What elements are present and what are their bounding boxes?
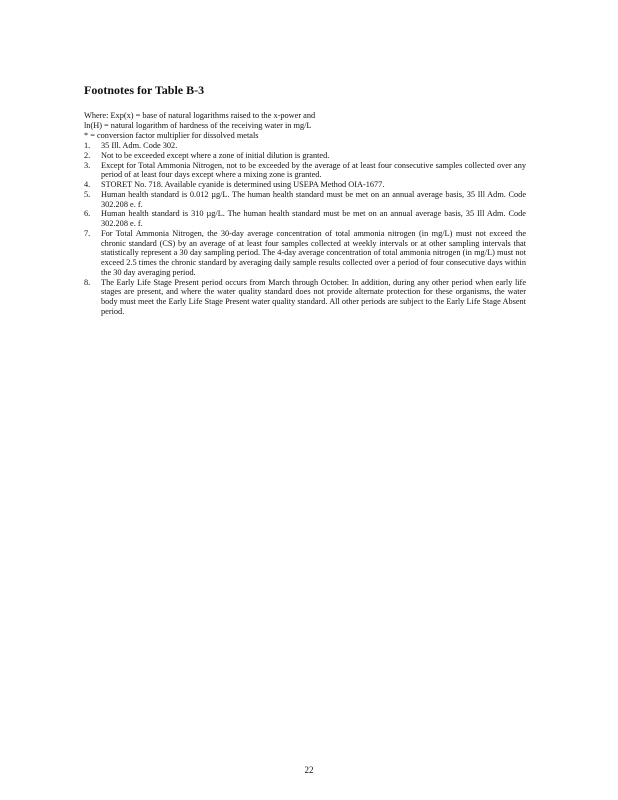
- footnote-number: 2.: [84, 150, 91, 160]
- definitions-block: [84, 111, 544, 140]
- footnote-text: Not to be exceeded except where a zone of initial dilution is granted.: [101, 150, 330, 160]
- footnote-3: [84, 161, 526, 181]
- footnote-text: Except for Total Ammonia Nitrogen, not to be exceeded by the average of at least four consecutive samples collected over any period of at least four days except where a mixing zone is granted.: [101, 160, 526, 180]
- footnote-text: 35 Ill. Adm. Code 302.: [101, 141, 178, 150]
- page-number: 22: [304, 765, 314, 775]
- footnote-8: [84, 278, 526, 317]
- footnote-text: Human health standard is 0.012 µg/L. The human health standard must be met on an annual average basis, 35 Ill Adm. Code 302.208 e. f.: [101, 189, 526, 209]
- footnote-number: 1.: [84, 141, 91, 150]
- footnote-2: [84, 151, 526, 161]
- footnote-7: [84, 229, 526, 278]
- footnote-6: [84, 209, 526, 229]
- footnote-number: 3.: [84, 160, 91, 170]
- footnote-number: 8.: [84, 277, 91, 287]
- footnote-number: 6.: [84, 209, 91, 219]
- footnote-4: [84, 180, 526, 190]
- footnote-text: Human health standard is 310 µg/L. The human health standard must be met on an annual average basis, 35 Ill Adm. Code 302.208 e. f.: [101, 209, 526, 228]
- footnote-text: STORET No. 718. Available cyanide is determined using USEPA Method OIA-1677.: [101, 180, 385, 189]
- footnote-number: 5.: [84, 189, 91, 199]
- footnote-text: The Early Life Stage Present period occurs from March through October. In addition, during any other period when early life stages are present, and where the water quality standard does not provide alternate protection for these organisms, the water body must meet the Early Life Stage Present water quality standard. All other periods are subject to the Early Life Stage Absent period.: [101, 277, 526, 316]
- footnote-1: [84, 141, 526, 151]
- page-title: Footnotes for Table B-3: [84, 83, 205, 97]
- footnote-number: 4.: [84, 180, 91, 189]
- definition-line-conversion: * = conversion factor multiplier for dissolved metals: [84, 130, 259, 140]
- footnote-text: For Total Ammonia Nitrogen, the 30-day average concentration of total ammonia nitrogen (in mg/L) must not exceed the chronic standard (CS) by an average of at least four samples collected at weekly intervals or at other sampling intervals that statistically represent a 30 day sampling period. The 4-day average concentration of total ammonia nitrogen (in mg/L) must not exceed 2.5 times the chronic standard by averaging daily sample results collected over a period of four consecutive days within the 30 day averaging period.: [101, 228, 526, 277]
- footnote-5: [84, 190, 526, 210]
- footnotes-list: [84, 141, 526, 317]
- definition-line-ln: ln(H) = natural logarithm of hardness of the receiving water in mg/L: [84, 120, 312, 130]
- definition-line-exp: Where: Exp(x) = base of natural logarithms raised to the x-power and: [84, 111, 316, 120]
- footnote-number: 7.: [84, 228, 91, 238]
